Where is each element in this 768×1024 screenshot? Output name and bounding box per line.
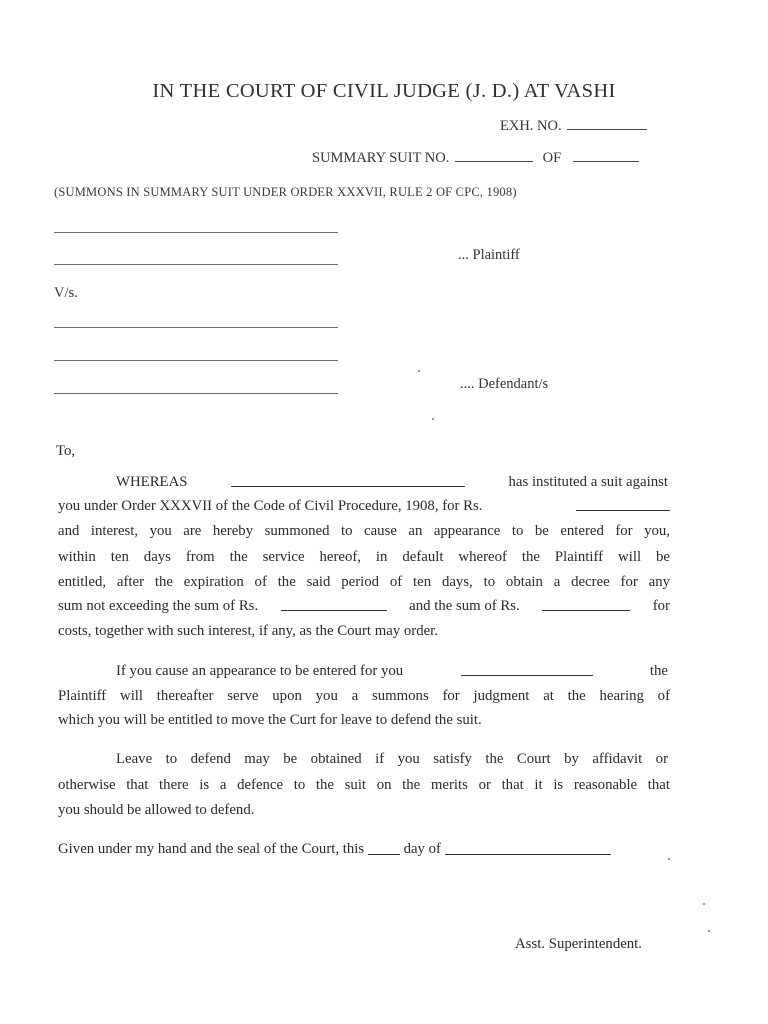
summary-suit-year-blank bbox=[573, 160, 639, 162]
costs-blank bbox=[542, 598, 630, 611]
para1-line-4: within ten days from the service hereof, in default whereof the Plaintiff will be bbox=[58, 549, 670, 565]
court-heading: IN THE COURT OF CIVIL JUDGE (J. D.) AT VASHI bbox=[152, 80, 616, 102]
month-blank bbox=[445, 842, 611, 855]
para1-line-1 bbox=[116, 474, 668, 491]
whereas-text: WHEREAS bbox=[116, 474, 188, 490]
sum-blank bbox=[281, 598, 387, 611]
costs-sum-text: and the sum of Rs. bbox=[409, 598, 520, 614]
plaintiff-line-2 bbox=[54, 264, 338, 265]
versus-label: V/s. bbox=[54, 285, 78, 301]
scan-speck bbox=[418, 370, 420, 372]
para1-line-7: costs, together with such interest, if any, as the Court may order. bbox=[58, 623, 438, 639]
para1-line-6 bbox=[58, 598, 670, 615]
appearance-text: If you cause an appearance to be entered for you bbox=[116, 663, 404, 679]
defendant-line-1 bbox=[54, 327, 338, 328]
para3-line-1 bbox=[116, 751, 668, 768]
defendant-label: .... Defendant/s bbox=[460, 376, 549, 392]
scan-speck bbox=[668, 858, 670, 860]
sum-not-exceeding-text: sum not exceeding the sum of Rs. bbox=[58, 598, 259, 614]
para1-line-5: entitled, after the expiration of the said period of ten days, to obtain a decree for any bbox=[58, 574, 670, 590]
para1-line-2 bbox=[58, 498, 670, 515]
exh-no-blank bbox=[567, 128, 647, 130]
salutation: To, bbox=[56, 443, 76, 459]
exh-no-label: EXH. NO. bbox=[500, 118, 562, 134]
para2-line-2: Plaintiff will thereafter serve upon you a summons for judgment at the hearing of bbox=[58, 688, 670, 704]
scan-speck bbox=[432, 418, 434, 420]
scan-speck bbox=[708, 930, 710, 932]
summons-subtitle: (SUMMONS IN SUMMARY SUIT UNDER ORDER XXXVII, RULE 2 OF CPC, 1908) bbox=[54, 185, 517, 199]
defendant-line-2 bbox=[54, 360, 338, 361]
the-text: the bbox=[649, 663, 668, 679]
plaintiff-label: ... Plaintiff bbox=[458, 247, 520, 263]
day-blank bbox=[368, 842, 400, 855]
summary-suit-label: SUMMARY SUIT NO. bbox=[312, 150, 450, 166]
signatory: Asst. Superintendent. bbox=[515, 936, 642, 952]
para3-line-3: you should be allowed to defend. bbox=[58, 802, 255, 818]
para2-line-1 bbox=[116, 663, 668, 680]
suit-amount-blank bbox=[576, 498, 670, 511]
plaintiff-name-blank bbox=[231, 474, 465, 487]
defendant-line-3 bbox=[54, 393, 338, 394]
for-text: for bbox=[652, 598, 670, 614]
given-line bbox=[58, 841, 611, 858]
of-label: OF bbox=[542, 150, 562, 166]
scan-speck bbox=[703, 903, 705, 905]
summary-suit-row bbox=[312, 150, 641, 167]
exh-no-row bbox=[500, 118, 649, 135]
para2-line-3: which you will be entitled to move the Curt for leave to defend the suit. bbox=[58, 712, 482, 728]
day-of-text: day of bbox=[403, 841, 441, 857]
suit-against-text: has instituted a suit against bbox=[508, 474, 668, 490]
plaintiff-line-1 bbox=[54, 232, 338, 233]
para1-line-3: and interest, you are hereby summoned to cause an appearance to be entered for you, bbox=[58, 523, 670, 539]
para3-line-1-text: Leave to defend may be obtained if you satisfy the Court by affidavit or bbox=[116, 751, 668, 767]
appearance-blank bbox=[461, 663, 593, 676]
para3-line-2: otherwise that there is a defence to the suit on the merits or that it is reasonable that bbox=[58, 777, 670, 793]
order-xxxvii-text: you under Order XXXVII of the Code of Civil Procedure, 1908, for Rs. bbox=[58, 498, 483, 514]
given-text: Given under my hand and the seal of the Court, this bbox=[58, 841, 365, 857]
summary-suit-no-blank bbox=[455, 160, 533, 162]
